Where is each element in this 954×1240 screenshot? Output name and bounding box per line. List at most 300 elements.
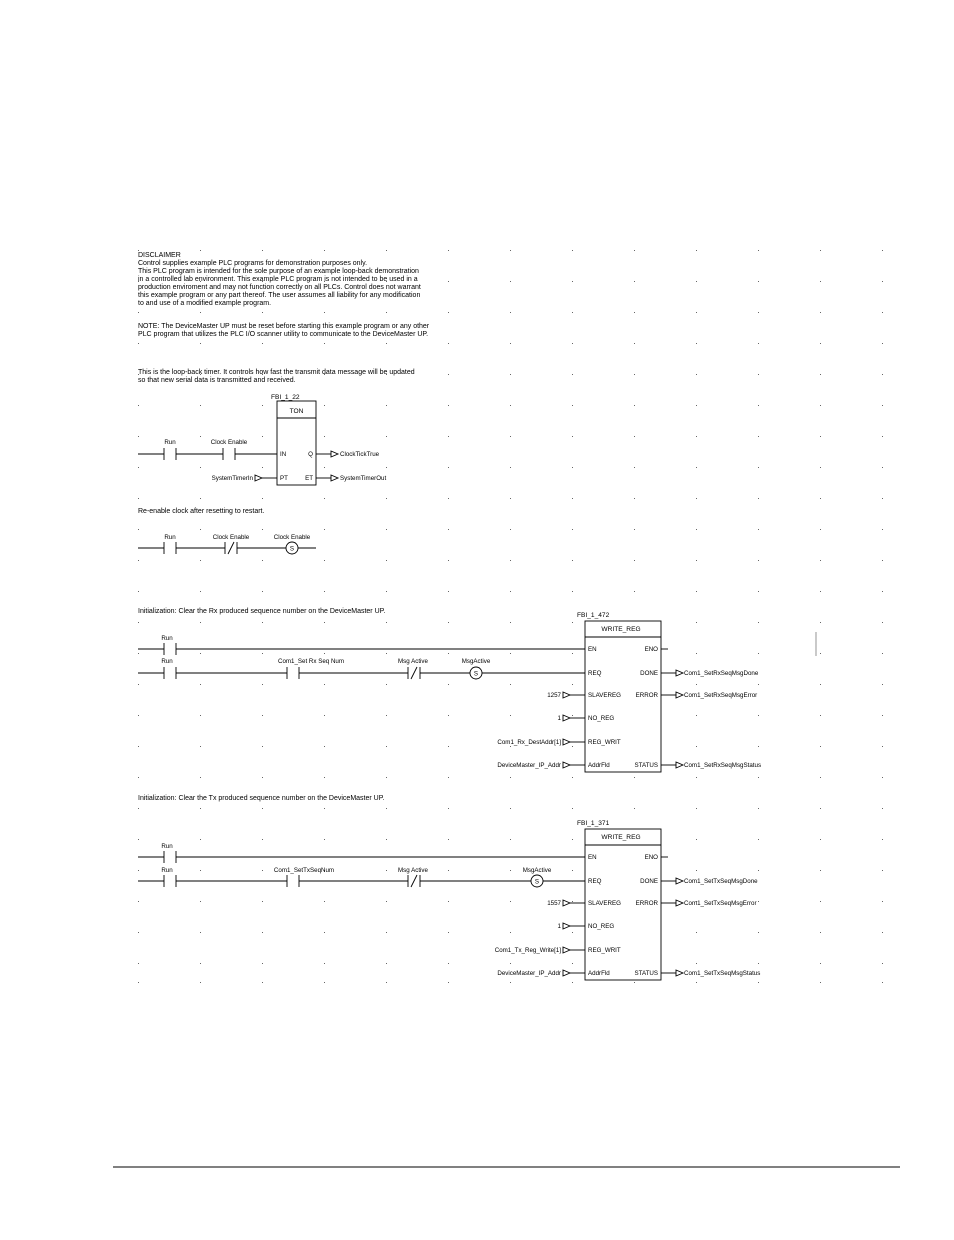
grid-dot <box>448 467 449 468</box>
grid-dot <box>262 839 263 840</box>
grid-dot <box>696 622 697 623</box>
grid-dot <box>758 870 759 871</box>
grid-dot <box>138 312 139 313</box>
grid-dot <box>572 405 573 406</box>
set-coil-clock-enable[interactable] <box>274 534 311 554</box>
output-arrow-icon <box>676 878 683 884</box>
grid-dot <box>634 436 635 437</box>
grid-dots <box>138 250 883 983</box>
grid-dot <box>448 715 449 716</box>
grid-dot <box>510 715 511 716</box>
grid-dot <box>386 529 387 530</box>
contact-run[interactable] <box>164 439 176 460</box>
grid-dot <box>386 746 387 747</box>
grid-dot <box>820 467 821 468</box>
grid-dot <box>696 808 697 809</box>
grid-dot <box>510 281 511 282</box>
grid-dot <box>324 622 325 623</box>
grid-dot <box>262 343 263 344</box>
grid-dot <box>200 405 201 406</box>
block-instance-name: FBI_1_22 <box>271 394 300 401</box>
rung-comment: Re-enable clock after resetting to restart. <box>138 508 265 515</box>
contact-set-rx-seq-num[interactable] <box>278 658 344 679</box>
grid-dot <box>138 405 139 406</box>
grid-dot <box>882 343 883 344</box>
grid-dot <box>572 591 573 592</box>
grid-dot <box>758 467 759 468</box>
grid-dot <box>882 405 883 406</box>
contact-label: Run <box>161 843 173 850</box>
variable-input: DeviceMaster_IP_Addr <box>497 762 561 769</box>
grid-dot <box>820 839 821 840</box>
grid-dot <box>758 498 759 499</box>
grid-dot <box>510 498 511 499</box>
variable-output: Com1_SetRxSeqMsgStatus <box>684 762 762 769</box>
input-arrow-icon <box>563 900 570 906</box>
grid-dot <box>324 777 325 778</box>
rung-clear-tx-sequence[interactable] <box>138 795 760 980</box>
set-coil-msg-active[interactable] <box>523 867 552 887</box>
grid-dot <box>634 498 635 499</box>
grid-dot <box>510 529 511 530</box>
pin-error: ERROR <box>635 692 658 699</box>
grid-dot <box>200 715 201 716</box>
grid-dot <box>758 529 759 530</box>
grid-dot <box>696 746 697 747</box>
grid-dot <box>324 839 325 840</box>
variable-output: Com1_SetRxSeqMsgDone <box>684 670 759 677</box>
grid-dot <box>448 529 449 530</box>
grid-dot <box>262 529 263 530</box>
grid-dot <box>572 343 573 344</box>
rung-re-enable-clock[interactable] <box>138 508 316 554</box>
grid-dot <box>820 684 821 685</box>
grid-dot <box>572 777 573 778</box>
grid-dot <box>820 932 821 933</box>
grid-dot <box>510 250 511 251</box>
grid-dot <box>696 529 697 530</box>
grid-dot <box>758 684 759 685</box>
contact-label: Run <box>161 635 173 642</box>
contact-label: Msg Active <box>398 867 428 874</box>
pin-q: Q <box>308 451 313 458</box>
set-coil-msg-active[interactable] <box>462 658 491 679</box>
pin-eno: ENO <box>644 646 658 653</box>
variable-output: Com1_SetTxSeqMsgStatus <box>684 970 761 977</box>
grid-dot <box>820 250 821 251</box>
grid-dot <box>820 963 821 964</box>
grid-dot <box>448 839 449 840</box>
grid-dot <box>882 281 883 282</box>
grid-dot <box>386 963 387 964</box>
grid-dot <box>138 684 139 685</box>
grid-dot <box>262 405 263 406</box>
grid-dot <box>510 932 511 933</box>
pin-eno: ENO <box>644 854 658 861</box>
variable-input: SystemTimerIn <box>211 475 253 482</box>
contact-run[interactable] <box>164 534 176 554</box>
pin-en: EN <box>588 854 597 861</box>
grid-dot <box>758 901 759 902</box>
grid-dot <box>324 312 325 313</box>
grid-dot <box>200 839 201 840</box>
block-instance-name: FBI_1_472 <box>577 612 610 619</box>
negated-contact-clock-enable[interactable] <box>213 534 250 554</box>
pin-in: IN <box>280 451 287 458</box>
grid-dot <box>138 591 139 592</box>
contact-label: Run <box>164 439 176 446</box>
grid-dot <box>324 498 325 499</box>
grid-dot <box>696 374 697 375</box>
grid-dot <box>324 405 325 406</box>
contact-run[interactable] <box>161 658 176 679</box>
grid-dot <box>386 622 387 623</box>
grid-dot <box>882 870 883 871</box>
grid-dot <box>386 715 387 716</box>
grid-dot <box>634 529 635 530</box>
input-arrow-icon <box>563 970 570 976</box>
disclaimer-line: DISCLAIMER <box>138 252 181 259</box>
grid-dot <box>386 250 387 251</box>
grid-dot <box>696 982 697 983</box>
coil-label: MsgActive <box>522 867 552 874</box>
grid-dot <box>820 777 821 778</box>
grid-dot <box>882 529 883 530</box>
coil-letter: S <box>289 545 295 553</box>
grid-dot <box>758 281 759 282</box>
input-arrow-icon <box>563 739 570 745</box>
grid-dot <box>262 932 263 933</box>
grid-dot <box>510 343 511 344</box>
grid-dot <box>572 982 573 983</box>
grid-dot <box>448 932 449 933</box>
pin-req: REQ <box>588 670 602 677</box>
grid-dot <box>758 982 759 983</box>
grid-dot <box>758 622 759 623</box>
grid-dot <box>510 591 511 592</box>
grid-dot <box>324 982 325 983</box>
grid-dot <box>386 467 387 468</box>
contact-label: Run <box>164 534 176 541</box>
pin-no-reg: NO_REG <box>588 923 615 930</box>
variable-output: Com1_SetTxSeqMsgError <box>684 900 757 907</box>
grid-dot <box>324 529 325 530</box>
grid-dot <box>882 591 883 592</box>
pin-en: EN <box>588 646 597 653</box>
grid-dot <box>448 405 449 406</box>
variable-input: 1557 <box>547 900 561 907</box>
grid-dot <box>138 982 139 983</box>
note-line: PLC program that utilizes the PLC I/O scanner utility to communicate to the DeviceMaster UP. <box>138 331 429 338</box>
grid-dot <box>758 343 759 344</box>
grid-dot <box>386 808 387 809</box>
grid-dot <box>572 622 573 623</box>
grid-dot <box>262 982 263 983</box>
grid-dot <box>820 808 821 809</box>
grid-dot <box>386 405 387 406</box>
rung-loopback-timer[interactable] <box>138 369 415 485</box>
grid-dot <box>696 870 697 871</box>
grid-dot <box>820 374 821 375</box>
contact-label: Run <box>161 867 173 874</box>
grid-dot <box>448 901 449 902</box>
grid-dot <box>262 498 263 499</box>
grid-dot <box>634 982 635 983</box>
grid-dot <box>634 250 635 251</box>
grid-dot <box>386 839 387 840</box>
grid-dot <box>138 870 139 871</box>
grid-dot <box>138 808 139 809</box>
output-arrow-icon <box>676 692 683 698</box>
grid-dot <box>696 405 697 406</box>
grid-dot <box>200 498 201 499</box>
contact-clock-enable[interactable] <box>211 439 248 460</box>
grid-dot <box>882 436 883 437</box>
pin-done: DONE <box>640 670 658 677</box>
pin-reg-writ: REG_WRIT <box>588 739 621 746</box>
input-arrow-icon <box>255 475 262 481</box>
grid-dot <box>696 591 697 592</box>
grid-dot <box>510 436 511 437</box>
disclaimer-line: production enviroment and may not function correctly on all PLCs. Control does not warrant <box>138 284 421 291</box>
grid-dot <box>696 963 697 964</box>
negated-contact-msg-active[interactable] <box>398 658 428 679</box>
grid-dot <box>696 281 697 282</box>
grid-dot <box>882 250 883 251</box>
grid-dot <box>448 982 449 983</box>
grid-dot <box>696 312 697 313</box>
grid-dot <box>262 560 263 561</box>
grid-dot <box>510 901 511 902</box>
grid-dot <box>510 982 511 983</box>
grid-dot <box>448 281 449 282</box>
grid-dot <box>882 982 883 983</box>
grid-dot <box>820 498 821 499</box>
grid-dot <box>386 560 387 561</box>
contact-label: Run <box>161 658 173 665</box>
grid-dot <box>138 560 139 561</box>
grid-dot <box>200 467 201 468</box>
grid-dot <box>200 932 201 933</box>
grid-dot <box>324 746 325 747</box>
grid-dot <box>510 963 511 964</box>
grid-dot <box>882 808 883 809</box>
grid-dot <box>138 653 139 654</box>
grid-dot <box>572 498 573 499</box>
grid-dot <box>572 653 573 654</box>
grid-dot <box>138 715 139 716</box>
grid-dot <box>820 901 821 902</box>
output-arrow-icon <box>676 970 683 976</box>
grid-dot <box>882 374 883 375</box>
contact-label: Msg Active <box>398 658 428 665</box>
grid-dot <box>448 312 449 313</box>
grid-dot <box>324 963 325 964</box>
grid-dot <box>882 901 883 902</box>
grid-dot <box>386 498 387 499</box>
grid-dot <box>262 250 263 251</box>
rung-comment: Initialization: Clear the Rx produced sequence number on the DeviceMaster UP. <box>138 608 386 615</box>
grid-dot <box>200 746 201 747</box>
variable-input: Com1_Tx_Reg_Write[1] <box>494 947 561 954</box>
grid-dot <box>200 808 201 809</box>
grid-dot <box>882 622 883 623</box>
grid-dot <box>510 405 511 406</box>
grid-dot <box>696 467 697 468</box>
grid-dot <box>510 684 511 685</box>
grid-dot <box>200 343 201 344</box>
input-arrow-icon <box>563 947 570 953</box>
grid-dot <box>510 653 511 654</box>
grid-dot <box>324 467 325 468</box>
grid-dot <box>758 932 759 933</box>
grid-dot <box>882 560 883 561</box>
grid-dot <box>200 560 201 561</box>
variable-output: Com1_SetRxSeqMsgError <box>684 692 758 699</box>
grid-dot <box>200 684 201 685</box>
rung-comment: This is the loop-back timer. It controls how fast the transmit data message will be updated <box>138 369 415 376</box>
contact-label: Clock Enable <box>212 534 250 541</box>
grid-dot <box>448 684 449 685</box>
grid-dot <box>572 808 573 809</box>
grid-dot <box>138 839 139 840</box>
grid-dot <box>448 560 449 561</box>
variable-input: 1257 <box>547 692 561 699</box>
disclaimer-line: in a controlled lab environment. This example PLC program is not intended to be used in a <box>138 276 418 283</box>
grid-dot <box>262 653 263 654</box>
disclaimer-line: Control supplies example PLC programs for demonstration purposes only. <box>138 260 368 267</box>
grid-dot <box>758 405 759 406</box>
grid-dot <box>510 808 511 809</box>
grid-dot <box>634 343 635 344</box>
grid-dot <box>200 622 201 623</box>
grid-dot <box>386 653 387 654</box>
grid-dot <box>448 653 449 654</box>
grid-dot <box>758 653 759 654</box>
grid-dot <box>758 808 759 809</box>
grid-dot <box>262 467 263 468</box>
negated-contact-msg-active[interactable] <box>398 867 428 887</box>
grid-dot <box>820 870 821 871</box>
grid-dot <box>820 591 821 592</box>
grid-dot <box>882 312 883 313</box>
grid-dot <box>262 312 263 313</box>
pin-error: ERROR <box>635 900 658 907</box>
contact-run-en[interactable] <box>161 843 176 863</box>
disclaimer-line: to and use of a modified example program. <box>138 300 272 307</box>
grid-dot <box>324 808 325 809</box>
grid-dot <box>324 684 325 685</box>
grid-dot <box>138 250 139 251</box>
grid-dot <box>696 715 697 716</box>
grid-dot <box>572 715 573 716</box>
grid-dot <box>696 250 697 251</box>
grid-dot <box>200 312 201 313</box>
grid-dot <box>138 963 139 964</box>
grid-dot <box>510 560 511 561</box>
grid-dot <box>820 529 821 530</box>
grid-dot <box>510 312 511 313</box>
grid-dot <box>386 436 387 437</box>
grid-dot <box>448 250 449 251</box>
output-arrow-icon <box>331 475 338 481</box>
variable-output: SystemTimerOut <box>340 475 387 482</box>
grid-dot <box>820 405 821 406</box>
output-arrow-icon <box>676 762 683 768</box>
grid-dot <box>200 653 201 654</box>
coil-label: MsgActive <box>461 658 491 665</box>
contact-label: Com1_SetTxSeqNum <box>273 867 335 874</box>
grid-dot <box>634 591 635 592</box>
grid-dot <box>200 982 201 983</box>
grid-dot <box>448 777 449 778</box>
grid-dot <box>882 777 883 778</box>
grid-dot <box>696 839 697 840</box>
variable-output: Com1_SetTxSeqMsgDone <box>684 878 758 885</box>
grid-dot <box>448 808 449 809</box>
output-arrow-icon <box>676 670 683 676</box>
rung-comment: Initialization: Clear the Tx produced sequence number on the DeviceMaster UP. <box>138 795 385 802</box>
grid-dot <box>572 281 573 282</box>
grid-dot <box>882 498 883 499</box>
grid-dot <box>386 343 387 344</box>
grid-dot <box>448 498 449 499</box>
grid-dot <box>882 653 883 654</box>
grid-dot <box>634 281 635 282</box>
grid-dot <box>262 808 263 809</box>
grid-dot <box>200 963 201 964</box>
grid-dot <box>262 715 263 716</box>
grid-dot <box>572 560 573 561</box>
grid-dot <box>758 436 759 437</box>
grid-dot <box>324 901 325 902</box>
grid-dot <box>758 374 759 375</box>
block-type: WRITE_REG <box>601 626 641 633</box>
contact-run[interactable] <box>161 867 176 887</box>
disclaimer-line: This PLC program is intended for the sole purpose of an example loop-back demonstration <box>138 268 419 275</box>
grid-dot <box>448 436 449 437</box>
grid-dot <box>572 870 573 871</box>
grid-dot <box>758 963 759 964</box>
grid-dot <box>138 746 139 747</box>
grid-dot <box>572 529 573 530</box>
grid-dot <box>572 250 573 251</box>
rung-clear-rx-sequence[interactable] <box>138 608 816 772</box>
grid-dot <box>324 591 325 592</box>
grid-dot <box>572 436 573 437</box>
grid-dot <box>634 405 635 406</box>
grid-dot <box>820 653 821 654</box>
grid-dot <box>634 808 635 809</box>
grid-dot <box>448 343 449 344</box>
grid-dot <box>696 498 697 499</box>
grid-dot <box>200 250 201 251</box>
grid-dot <box>882 932 883 933</box>
grid-dot <box>820 715 821 716</box>
grid-dot <box>386 870 387 871</box>
grid-dot <box>572 963 573 964</box>
grid-dot <box>262 622 263 623</box>
grid-dot <box>386 982 387 983</box>
pin-pt: PT <box>280 475 288 482</box>
grid-dot <box>758 591 759 592</box>
contact-set-tx-seq-num[interactable] <box>274 867 334 887</box>
grid-dot <box>758 250 759 251</box>
contact-run-en[interactable] <box>161 635 176 655</box>
pin-addrfld: AddrFld <box>588 762 610 769</box>
pin-et: ET <box>305 475 313 482</box>
input-arrow-icon <box>563 715 570 721</box>
